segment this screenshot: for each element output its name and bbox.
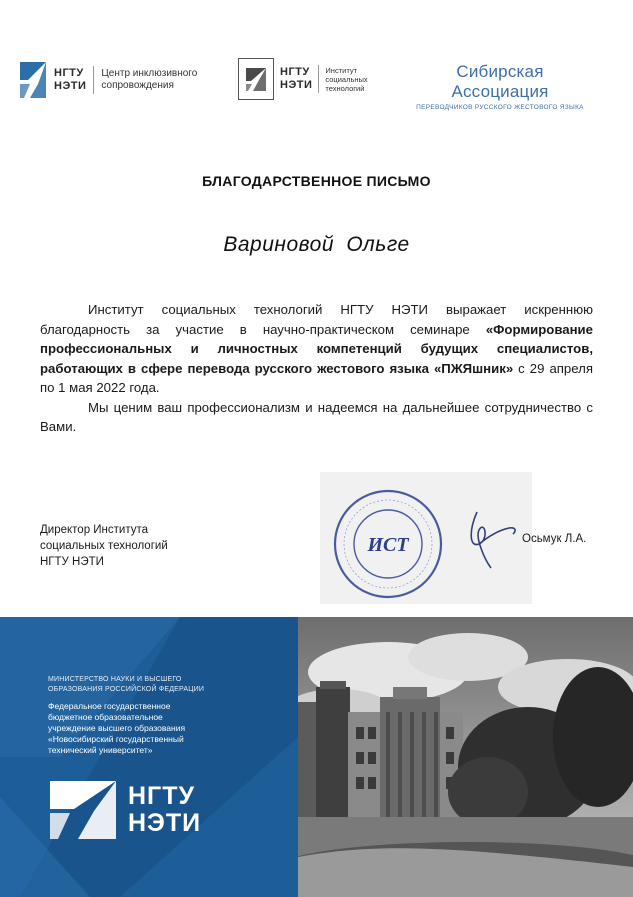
handwritten-signature-icon: [455, 500, 530, 575]
round-stamp-icon: [332, 488, 444, 600]
campus-building-photo: [298, 617, 633, 897]
recipient-name: Вариновой Ольге: [223, 233, 410, 256]
university-legal-name: Федеральное государственное бюджетное образовательное учреждение высшего образования «Новосибирский государственный технический университет»: [48, 701, 186, 755]
svg-text:ИСТ: ИСТ: [367, 534, 409, 556]
footer-logo-text: НГТУ НЭТИ: [128, 782, 202, 837]
logo-social-tech-institute: [238, 58, 368, 100]
ist-emblem-icon: [238, 58, 274, 100]
association-title: Сибирская Ассоциация: [451, 62, 549, 101]
logo-inclusive-center: [18, 58, 197, 102]
campus-photo: [298, 617, 633, 897]
ministry-caption: МИНИСТЕРСТВО НАУКИ И ВЫСШЕГО ОБРАЗОВАНИЯ РОССИЙСКОЙ ФЕДЕРАЦИИ: [48, 676, 205, 693]
logo-siberian-association: [410, 62, 590, 111]
ngtu-footer-emblem-icon: [48, 779, 118, 841]
body-paragraph-2: Мы ценим ваш профессионализм и надеемся на дальнейшее сотрудничество с Вами.: [40, 399, 593, 434]
director-name: Осьмук Л.А.: [522, 533, 587, 545]
footer-blue-panel: [0, 617, 298, 897]
letter-title: БЛАГОДАРСТВЕННОЕ ПИСЬМО: [202, 173, 431, 189]
logo-divider: [318, 65, 319, 93]
logo-divider: [93, 66, 94, 94]
logo-mid-subtitle: Институт социальных технологий: [325, 65, 368, 93]
header-logos: [0, 56, 633, 111]
footer-banner: [0, 617, 633, 897]
logo-mid-name: НГТУ НЭТИ: [280, 66, 313, 91]
letter-body: [40, 300, 593, 437]
logo-left-name: НГТУ НЭТИ: [54, 67, 87, 92]
footer-geometric-pattern: [0, 617, 298, 897]
logo-left-subtitle: Центр инклюзивного сопровождения: [101, 68, 198, 91]
ngtu-emblem-icon: [18, 58, 48, 102]
director-title: Директор Института социальных технологий НГТУ НЭТИ: [40, 524, 168, 568]
body-paragraph-1: Институт социальных технологий НГТУ НЭТИ выражает искреннюю благодарность за участие в научно-практическом семинаре «Формирование профессиональных и личностных компетенций будущих специалистов, работающих в сфере перевода русского жестового языка «ПЖЯшник» с 29 апреля по 1 мая 2022 года.: [40, 302, 593, 395]
association-subtitle: ПЕРЕВОДЧИКОВ РУССКОГО ЖЕСТОВОГО ЯЗЫКА: [416, 104, 584, 111]
